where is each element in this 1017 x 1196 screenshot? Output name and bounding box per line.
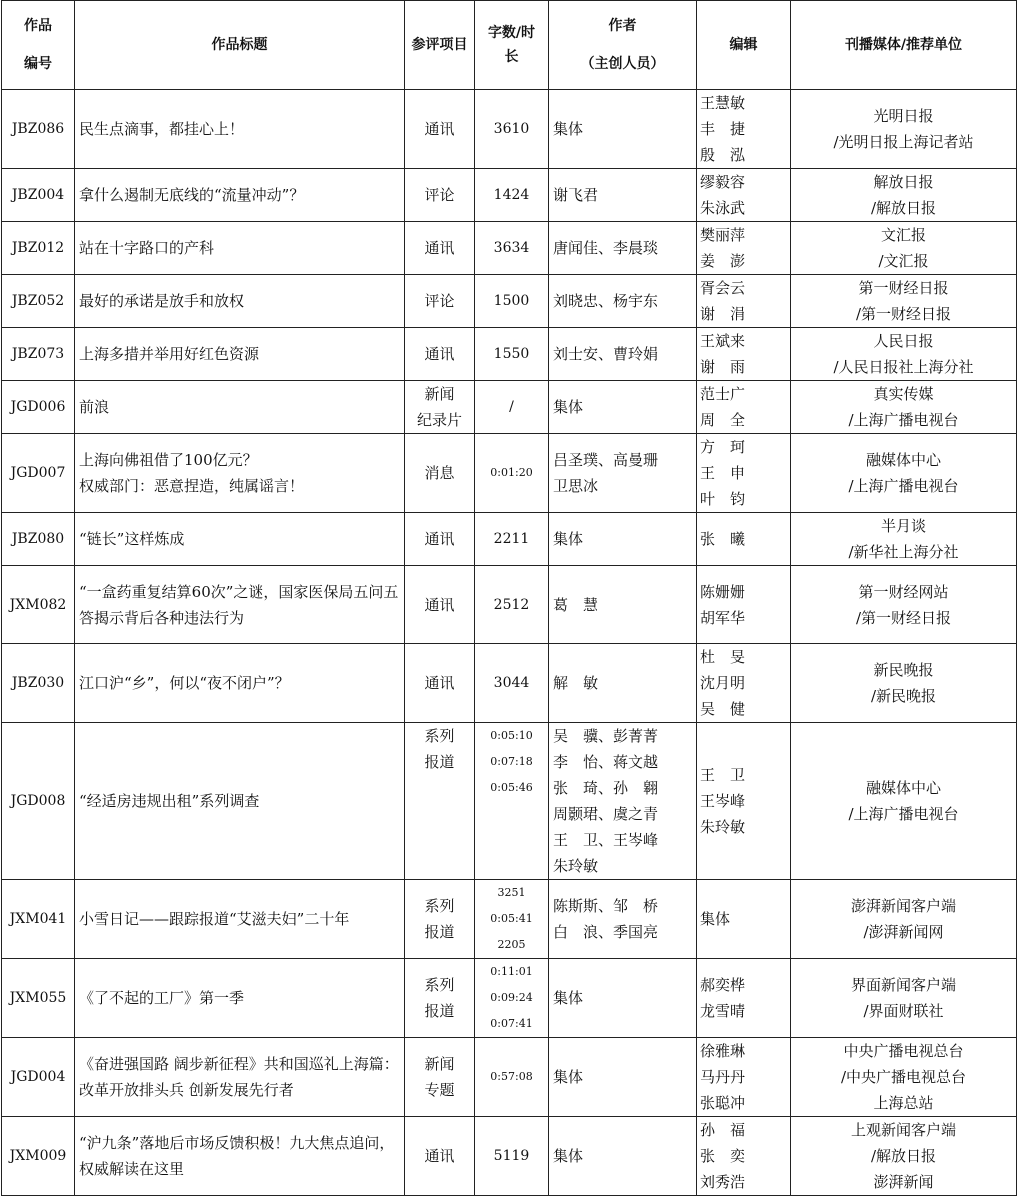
- cell-media-line: /界面财联社: [863, 1002, 944, 1020]
- award-nominees-table: [1, 0, 1017, 1196]
- header-id-line2: 编号: [24, 56, 52, 72]
- cell-authors-line: 周颢珺、虞之青: [553, 805, 659, 823]
- cell-media-line: 澎湃新闻: [873, 1173, 934, 1191]
- cell-authors: [549, 434, 697, 513]
- cell-title: [75, 328, 405, 381]
- cell-editors: [697, 381, 791, 434]
- cell-category-line: 报道: [424, 923, 455, 941]
- cell-media: [791, 434, 1017, 513]
- cell-media: [791, 222, 1017, 275]
- cell-editors-line: 沈月明: [700, 674, 746, 692]
- cell-editors-line: 朱泳武: [700, 199, 746, 217]
- cell-title-line: 拿什么遏制无底线的“流量冲动”？: [79, 186, 305, 204]
- cell-id: JXM082: [2, 566, 75, 644]
- cell-title: [75, 1117, 405, 1196]
- cell-authors-line: 集体: [553, 530, 584, 548]
- cell-title: [75, 434, 405, 513]
- cell-authors-line: 陈斯斯、邹 桥: [553, 897, 659, 915]
- cell-category: [405, 328, 475, 381]
- header-id-line1: 作品: [24, 18, 52, 34]
- cell-editors-line: 集体: [700, 910, 731, 928]
- cell-title-line: 上海多措并举用好红色资源: [79, 345, 260, 363]
- cell-authors: [549, 169, 697, 222]
- cell-words-line: 2211: [493, 531, 530, 547]
- cell-category-line: 通讯: [424, 530, 455, 548]
- cell-words: [475, 566, 549, 644]
- cell-editors-line: 刘秀浩: [700, 1173, 746, 1191]
- cell-editors-line: 朱玲敏: [700, 818, 746, 836]
- cell-media-line: /澎湃新闻网: [863, 923, 944, 941]
- cell-id: JGD008: [2, 723, 75, 880]
- cell-words-line: 0:01:20: [490, 466, 533, 479]
- cell-words: [475, 1117, 549, 1196]
- header-row: [2, 1, 1017, 90]
- cell-media-line: 上海总站: [873, 1094, 934, 1112]
- cell-category: [405, 644, 475, 723]
- cell-title: [75, 381, 405, 434]
- table-row: [2, 169, 1017, 222]
- cell-category-line: 系列: [424, 976, 455, 994]
- cell-media: [791, 513, 1017, 566]
- cell-title: [75, 275, 405, 328]
- cell-title-line: 上海向佛祖借了100亿元？: [79, 451, 258, 469]
- cell-media: [791, 723, 1017, 880]
- cell-words-line: 5119: [493, 1148, 530, 1164]
- cell-editors-line: 殷 泓: [700, 146, 746, 164]
- cell-title-line: “沪九条”落地后市场反馈积极！九大焦点追问，权威解读在这里: [79, 1134, 395, 1178]
- cell-editors: [697, 275, 791, 328]
- cell-authors-line: 刘晓忠、杨宇东: [553, 292, 659, 310]
- cell-media-line: 半月谈: [880, 517, 926, 535]
- table-row: [2, 644, 1017, 723]
- cell-editors-line: 方 珂: [700, 438, 746, 456]
- cell-words-line: 0:57:08: [490, 1070, 533, 1083]
- cell-words-line: 2512: [493, 596, 530, 613]
- cell-media-line: 新民晚报: [873, 661, 934, 679]
- cell-authors: [549, 275, 697, 328]
- cell-title-line: 《了不起的工厂》第一季: [79, 989, 245, 1007]
- cell-words: [475, 169, 549, 222]
- cell-media-line: 澎湃新闻客户端: [850, 897, 956, 915]
- cell-title-line: 前浪: [79, 398, 110, 416]
- cell-authors: [549, 222, 697, 275]
- cell-editors: [697, 434, 791, 513]
- cell-editors: [697, 169, 791, 222]
- cell-editors-line: 王斌来: [700, 332, 746, 350]
- cell-words: [475, 328, 549, 381]
- cell-title-line: “经适房违规出租”系列调查: [79, 792, 260, 810]
- cell-category-line: 消息: [424, 464, 455, 482]
- cell-authors-line: 张 琦、孙 翱: [553, 779, 659, 797]
- cell-authors: [549, 959, 697, 1038]
- cell-editors-line: 王岑峰: [700, 792, 746, 810]
- cell-authors: [549, 513, 697, 566]
- cell-authors: [549, 328, 697, 381]
- cell-authors-line: 朱玲敏: [553, 857, 599, 875]
- cell-words: [475, 1038, 549, 1117]
- cell-editors-line: 叶 钧: [700, 490, 746, 508]
- cell-media-line: 文汇报: [880, 226, 926, 244]
- cell-words: [475, 434, 549, 513]
- cell-authors-line: 吴 骥、彭菁菁: [553, 727, 659, 745]
- cell-media-line: 中央广播电视总台: [843, 1042, 964, 1060]
- cell-category: [405, 959, 475, 1038]
- cell-category: [405, 222, 475, 275]
- cell-media: [791, 328, 1017, 381]
- cell-media-line: 界面新闻客户端: [850, 976, 956, 994]
- cell-words: [475, 723, 549, 880]
- cell-authors: [549, 1038, 697, 1117]
- cell-words: [475, 275, 549, 328]
- header-author-line1: 作者: [608, 18, 637, 34]
- cell-title: [75, 1038, 405, 1117]
- header-category: 参评项目: [405, 1, 475, 90]
- cell-media-line: 第一财经网站: [858, 582, 949, 601]
- cell-title-line: 权威部门：恶意捏造，纯属谣言！: [79, 477, 305, 495]
- cell-authors-line: 吕圣璞、高曼珊: [553, 451, 659, 469]
- cell-title-line: 《奋进强国路 阔步新征程》共和国巡礼上海篇：改革开放排头兵 创新发展先行者: [79, 1055, 399, 1099]
- cell-media-line: /上海广播电视台: [848, 477, 959, 495]
- cell-editors-line: 陈姗姗: [700, 582, 746, 601]
- cell-authors-line: 李 怡、蒋文越: [553, 753, 659, 771]
- cell-media-line: 融媒体中心: [865, 779, 941, 797]
- cell-editors: [697, 1117, 791, 1196]
- cell-title: [75, 880, 405, 959]
- cell-authors: [549, 1117, 697, 1196]
- cell-authors-line: 集体: [553, 1147, 584, 1165]
- table-row: [2, 275, 1017, 328]
- cell-title: [75, 513, 405, 566]
- cell-authors: [549, 381, 697, 434]
- cell-words-line: 0:05:46: [490, 781, 533, 794]
- cell-authors-line: 集体: [553, 120, 584, 138]
- cell-authors-line: 刘士安、曹玲娟: [553, 345, 659, 363]
- cell-editors-line: 胥会云: [700, 279, 746, 297]
- cell-words-line: 2205: [497, 938, 526, 951]
- cell-category-line: 系列: [424, 897, 455, 915]
- cell-media: [791, 959, 1017, 1038]
- cell-category-line: 评论: [424, 292, 455, 310]
- cell-id: JGD004: [2, 1038, 75, 1117]
- cell-title-line: 小雪日记——跟踪报道“艾滋夫妇”二十年: [79, 910, 350, 928]
- cell-category-line: 通讯: [424, 239, 455, 257]
- cell-editors-line: 王 卫: [700, 766, 746, 784]
- cell-editors-line: 丰 捷: [700, 120, 746, 138]
- cell-title: [75, 644, 405, 723]
- cell-category-line: 新闻: [424, 385, 455, 403]
- cell-editors-line: 谢 涓: [700, 305, 746, 323]
- cell-id: JGD007: [2, 434, 75, 513]
- cell-title-line: “一盒药重复结算60次”之谜，国家医保局五问五答揭示背后各种违法行为: [79, 582, 399, 627]
- cell-editors-line: 姜 澎: [700, 252, 746, 270]
- cell-media-line: 真实传媒: [873, 385, 934, 403]
- header-author-line2: （主创人员）: [580, 56, 665, 72]
- cell-words-line: 0:07:41: [490, 1017, 533, 1030]
- cell-media-line: /解放日报: [870, 1147, 937, 1165]
- cell-id: JGD006: [2, 381, 75, 434]
- cell-authors-line: 王 卫、王岑峰: [553, 831, 659, 849]
- cell-editors-line: 吴 健: [700, 700, 746, 718]
- cell-authors-line: 白 浪、季国亮: [553, 923, 659, 941]
- table-row: [2, 222, 1017, 275]
- cell-authors: [549, 880, 697, 959]
- cell-words: [475, 959, 549, 1038]
- cell-title-line: 站在十字路口的产科: [79, 239, 215, 257]
- cell-words: [475, 513, 549, 566]
- cell-id: JBZ004: [2, 169, 75, 222]
- cell-words-line: 0:09:24: [490, 991, 533, 1004]
- cell-media-line: 融媒体中心: [865, 451, 941, 469]
- cell-title-line: “链长”这样炼成: [79, 530, 185, 548]
- cell-media: [791, 644, 1017, 723]
- cell-media-line: /人民日报社上海分社: [833, 358, 974, 376]
- cell-category-line: 通讯: [424, 674, 455, 692]
- cell-category-line: 通讯: [424, 345, 455, 363]
- cell-editors-line: 龙雪晴: [700, 1002, 746, 1020]
- table-row: [2, 1038, 1017, 1117]
- cell-words: [475, 222, 549, 275]
- cell-media-line: 光明日报: [873, 107, 934, 125]
- table-row: [2, 723, 1017, 880]
- cell-words-line: 0:07:18: [490, 755, 533, 768]
- cell-editors: [697, 513, 791, 566]
- cell-id: JBZ080: [2, 513, 75, 566]
- cell-editors: [697, 723, 791, 880]
- cell-editors: [697, 328, 791, 381]
- table-row: [2, 328, 1017, 381]
- cell-media: [791, 381, 1017, 434]
- cell-words-line: 1500: [493, 293, 530, 309]
- cell-words-line: 3251: [497, 886, 526, 899]
- cell-category-line: 评论: [424, 186, 455, 204]
- table-row: [2, 513, 1017, 566]
- cell-title: [75, 566, 405, 644]
- header-id: [2, 1, 75, 90]
- cell-editors-line: 张聪冲: [700, 1094, 746, 1112]
- cell-title: [75, 959, 405, 1038]
- cell-authors-line: 集体: [553, 1068, 584, 1086]
- cell-media-line: /新华社上海分社: [848, 543, 959, 561]
- cell-editors: [697, 566, 791, 644]
- cell-authors-line: 集体: [553, 398, 584, 416]
- cell-authors-line: 卫思冰: [553, 477, 599, 495]
- cell-title: [75, 723, 405, 880]
- cell-words-line: 0:05:10: [490, 729, 533, 742]
- cell-authors: [549, 566, 697, 644]
- cell-editors: [697, 959, 791, 1038]
- cell-media-line: /第一财经日报: [855, 608, 952, 627]
- cell-editors-line: 胡军华: [700, 608, 746, 627]
- cell-media-line: 第一财经日报: [858, 279, 949, 297]
- cell-id: JXM055: [2, 959, 75, 1038]
- cell-editors: [697, 222, 791, 275]
- header-media: 刊播媒体/推荐单位: [791, 1, 1017, 90]
- cell-category-line: 通讯: [424, 595, 455, 614]
- cell-media-line: 人民日报: [873, 332, 934, 350]
- cell-media-line: /上海广播电视台: [848, 805, 959, 823]
- cell-media-line: /光明日报上海记者站: [833, 133, 974, 151]
- cell-category: [405, 566, 475, 644]
- cell-id: JBZ030: [2, 644, 75, 723]
- cell-editors: [697, 644, 791, 723]
- table-row: [2, 566, 1017, 644]
- cell-category: [405, 381, 475, 434]
- cell-category: [405, 434, 475, 513]
- cell-id: JBZ052: [2, 275, 75, 328]
- cell-words: [475, 381, 549, 434]
- table-body: [2, 90, 1017, 1196]
- cell-media-line: 解放日报: [873, 173, 934, 191]
- cell-title-line: 民生点滴事，都挂心上！: [79, 120, 245, 138]
- header-author: [549, 1, 697, 90]
- cell-id: JBZ086: [2, 90, 75, 169]
- cell-words-line: 1424: [493, 187, 530, 203]
- cell-words-line: 3610: [493, 121, 530, 137]
- cell-category: [405, 1038, 475, 1117]
- cell-media-line: /新民晚报: [870, 687, 937, 705]
- cell-category-line: 专题: [424, 1081, 455, 1099]
- cell-category: [405, 723, 475, 880]
- cell-editors-line: 范士广: [700, 385, 746, 403]
- cell-category-line: 报道: [424, 1002, 455, 1020]
- cell-words: [475, 880, 549, 959]
- cell-editors-line: 缪毅容: [700, 173, 746, 191]
- cell-title: [75, 222, 405, 275]
- cell-category: [405, 1117, 475, 1196]
- cell-media: [791, 566, 1017, 644]
- cell-id: JBZ012: [2, 222, 75, 275]
- cell-words-line: 1550: [493, 346, 530, 362]
- cell-title-line: 江口沪“乡”，何以“夜不闭户”？: [79, 674, 290, 692]
- cell-id: JXM009: [2, 1117, 75, 1196]
- cell-words-line: 0:11:01: [490, 965, 533, 978]
- cell-media: [791, 275, 1017, 328]
- cell-category-line: 通讯: [424, 120, 455, 138]
- cell-authors-line: 唐闻佳、李晨琰: [553, 239, 659, 257]
- cell-editors-line: 樊丽萍: [700, 226, 746, 244]
- table-row: [2, 381, 1017, 434]
- cell-authors-line: 葛 慧: [553, 595, 599, 614]
- header-words: 字数/时长: [475, 1, 549, 90]
- cell-editors-line: 谢 雨: [700, 358, 746, 376]
- cell-category-line: 通讯: [424, 1147, 455, 1165]
- cell-editors-line: 郝奕桦: [700, 976, 746, 994]
- cell-words-line: 3044: [493, 675, 530, 691]
- cell-category: [405, 880, 475, 959]
- cell-media: [791, 880, 1017, 959]
- table-row: [2, 1117, 1017, 1196]
- cell-editors-line: 孙 福: [700, 1121, 746, 1139]
- cell-words-line: /: [509, 399, 514, 415]
- table-row: [2, 90, 1017, 169]
- cell-title: [75, 90, 405, 169]
- cell-editors: [697, 90, 791, 169]
- cell-editors-line: 王慧敏: [700, 94, 746, 112]
- cell-media-line: /文汇报: [878, 252, 929, 270]
- cell-words-line: 0:05:41: [490, 912, 533, 925]
- cell-words-line: 3634: [493, 240, 530, 256]
- cell-category-line: 纪录片: [416, 411, 462, 429]
- cell-authors-line: 集体: [553, 989, 584, 1007]
- cell-media-line: /解放日报: [870, 199, 937, 217]
- cell-authors-line: 谢飞君: [553, 186, 599, 204]
- cell-authors: [549, 90, 697, 169]
- cell-title-line: 最好的承诺是放手和放权: [79, 292, 245, 310]
- cell-editors: [697, 880, 791, 959]
- cell-id: JBZ073: [2, 328, 75, 381]
- cell-media: [791, 1117, 1017, 1196]
- cell-media-line: /第一财经日报: [855, 305, 952, 323]
- cell-editors-line: 王 申: [700, 464, 746, 482]
- cell-media: [791, 169, 1017, 222]
- cell-authors-line: 解 敏: [553, 674, 599, 692]
- cell-editors-line: 马丹丹: [700, 1068, 746, 1086]
- cell-category: [405, 169, 475, 222]
- cell-media-line: /中央广播电视总台: [840, 1068, 967, 1086]
- cell-category-line: 新闻: [424, 1055, 455, 1073]
- cell-category: [405, 275, 475, 328]
- cell-editors-line: 徐雅琳: [700, 1042, 746, 1060]
- cell-category-line: 报道: [424, 753, 455, 771]
- cell-category: [405, 513, 475, 566]
- cell-editors-line: 张 奕: [700, 1147, 746, 1165]
- cell-category: [405, 90, 475, 169]
- cell-media: [791, 1038, 1017, 1117]
- cell-authors: [549, 723, 697, 880]
- cell-editors: [697, 1038, 791, 1117]
- cell-media-line: 上观新闻客户端: [850, 1121, 956, 1139]
- table-row: [2, 880, 1017, 959]
- cell-media-line: /上海广播电视台: [848, 411, 959, 429]
- cell-editors-line: 张 曦: [700, 530, 746, 548]
- cell-category-line: 系列: [424, 727, 455, 745]
- header-editor: 编辑: [697, 1, 791, 90]
- cell-id: JXM041: [2, 880, 75, 959]
- cell-title: [75, 169, 405, 222]
- cell-editors-line: 杜 旻: [700, 648, 746, 666]
- cell-authors: [549, 644, 697, 723]
- cell-media: [791, 90, 1017, 169]
- header-title: 作品标题: [75, 1, 405, 90]
- cell-editors-line: 周 全: [700, 411, 746, 429]
- table-row: [2, 959, 1017, 1038]
- cell-words: [475, 90, 549, 169]
- table-row: [2, 434, 1017, 513]
- cell-words: [475, 644, 549, 723]
